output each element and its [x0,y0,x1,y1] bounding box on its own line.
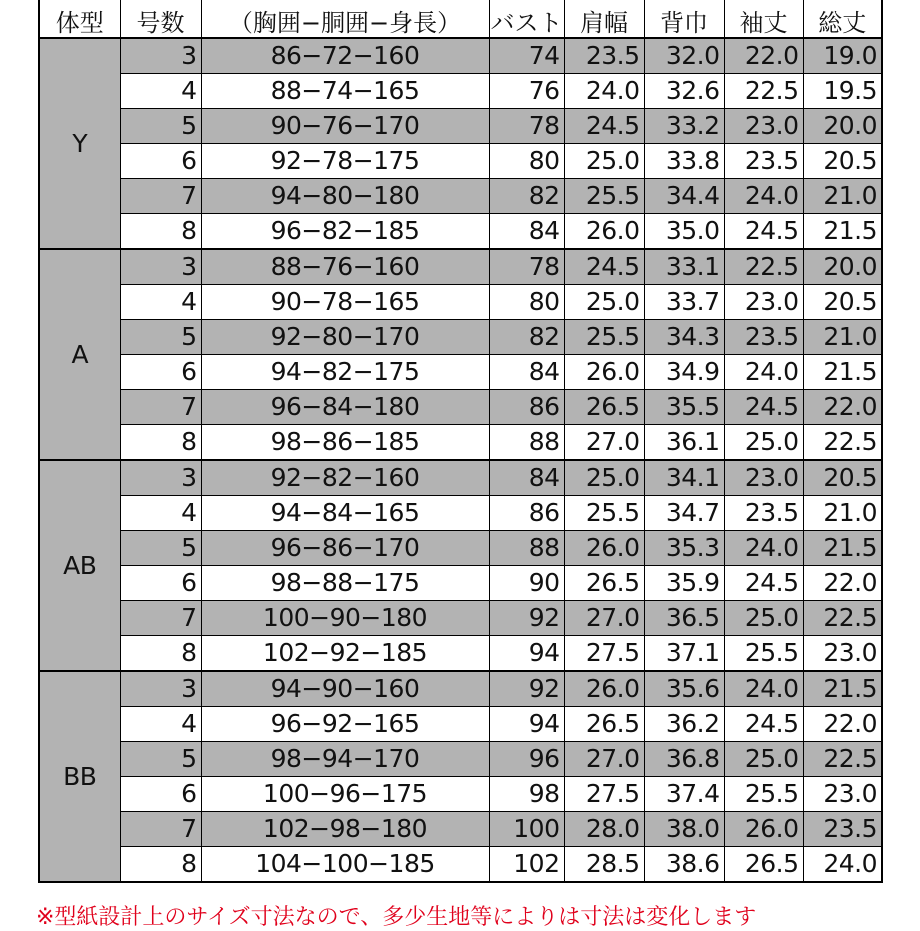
table-row [39,425,882,461]
sleeve-length-cell: 25.0 [724,425,803,461]
shoulder-width-cell: 27.0 [564,601,644,636]
table-row [39,285,882,320]
table-row [39,179,882,214]
bust-cell: 88 [489,425,564,461]
size-number-cell: 3 [120,38,201,74]
shoulder-width-cell: 23.5 [564,38,644,74]
size-number-cell: 8 [120,425,201,461]
back-width-cell: 36.8 [644,742,724,777]
sleeve-length-cell: 24.0 [724,531,803,566]
bust-cell: 86 [489,496,564,531]
measurements-cell: 88−74−165 [201,74,489,109]
total-length-cell: 22.0 [803,707,882,742]
total-length-cell: 22.5 [803,601,882,636]
size-number-cell: 3 [120,249,201,285]
back-width-cell: 33.8 [644,144,724,179]
total-length-cell: 21.5 [803,355,882,390]
bust-cell: 84 [489,355,564,390]
sleeve-length-cell: 26.5 [724,847,803,883]
size-number-cell: 7 [120,179,201,214]
total-length-cell: 22.0 [803,566,882,601]
sleeve-length-cell: 24.0 [724,671,803,707]
total-length-cell: 19.5 [803,74,882,109]
size-number-cell: 8 [120,214,201,250]
total-length-cell: 20.5 [803,144,882,179]
size-number-cell: 7 [120,601,201,636]
header-row [39,0,882,38]
header-shoulder-width: 肩幅 [564,0,644,38]
total-length-cell: 21.5 [803,671,882,707]
shoulder-width-cell: 26.0 [564,355,644,390]
measurements-cell: 100−96−175 [201,777,489,812]
total-length-cell: 22.5 [803,425,882,461]
sleeve-length-cell: 23.5 [724,320,803,355]
total-length-cell: 19.0 [803,38,882,74]
sleeve-length-cell: 23.5 [724,144,803,179]
size-number-cell: 5 [120,742,201,777]
measurements-cell: 92−80−170 [201,320,489,355]
size-number-cell: 7 [120,390,201,425]
total-length-cell: 21.5 [803,531,882,566]
table-row [39,707,882,742]
back-width-cell: 37.4 [644,777,724,812]
table-row [39,531,882,566]
body-type-cell: A [39,249,120,460]
back-width-cell: 35.9 [644,566,724,601]
total-length-cell: 21.0 [803,496,882,531]
sleeve-length-cell: 25.0 [724,601,803,636]
header-bust: バスト [489,0,564,38]
table-row [39,249,882,285]
shoulder-width-cell: 28.0 [564,812,644,847]
header-total-length: 総丈 [803,0,882,38]
back-width-cell: 33.1 [644,249,724,285]
measurements-cell: 96−82−185 [201,214,489,250]
back-width-cell: 35.3 [644,531,724,566]
bust-cell: 92 [489,671,564,707]
header-back-width: 背巾 [644,0,724,38]
total-length-cell: 23.0 [803,636,882,672]
total-length-cell: 24.0 [803,847,882,883]
total-length-cell: 23.0 [803,777,882,812]
header-size-number: 号数 [120,0,201,38]
measurements-cell: 104−100−185 [201,847,489,883]
size-number-cell: 8 [120,636,201,672]
table-row [39,460,882,496]
body-type-cell: BB [39,671,120,882]
shoulder-width-cell: 25.0 [564,144,644,179]
shoulder-width-cell: 25.0 [564,285,644,320]
sleeve-length-cell: 24.5 [724,707,803,742]
bust-cell: 92 [489,601,564,636]
bust-cell: 88 [489,531,564,566]
shoulder-width-cell: 24.0 [564,74,644,109]
shoulder-width-cell: 25.5 [564,320,644,355]
back-width-cell: 34.4 [644,179,724,214]
table-row [39,355,882,390]
bust-cell: 82 [489,179,564,214]
table-row [39,109,882,144]
body-type-cell: Y [39,38,120,249]
shoulder-width-cell: 26.0 [564,671,644,707]
back-width-cell: 38.6 [644,847,724,883]
table-row [39,742,882,777]
back-width-cell: 36.1 [644,425,724,461]
bust-cell: 78 [489,249,564,285]
total-length-cell: 20.5 [803,460,882,496]
bust-cell: 80 [489,285,564,320]
back-width-cell: 35.5 [644,390,724,425]
table-row [39,390,882,425]
back-width-cell: 33.7 [644,285,724,320]
measurements-cell: 90−76−170 [201,109,489,144]
table-row [39,74,882,109]
sleeve-length-cell: 24.5 [724,566,803,601]
measurements-cell: 102−92−185 [201,636,489,672]
bust-cell: 90 [489,566,564,601]
bust-cell: 94 [489,707,564,742]
shoulder-width-cell: 25.0 [564,460,644,496]
table-row [39,847,882,883]
bust-cell: 96 [489,742,564,777]
size-number-cell: 5 [120,531,201,566]
measurements-cell: 96−86−170 [201,531,489,566]
back-width-cell: 32.6 [644,74,724,109]
total-length-cell: 23.5 [803,812,882,847]
shoulder-width-cell: 26.5 [564,707,644,742]
shoulder-width-cell: 26.0 [564,531,644,566]
size-number-cell: 7 [120,812,201,847]
bust-cell: 78 [489,109,564,144]
total-length-cell: 22.5 [803,742,882,777]
sleeve-length-cell: 23.0 [724,460,803,496]
sleeve-length-cell: 22.5 [724,74,803,109]
shoulder-width-cell: 26.5 [564,566,644,601]
sleeve-length-cell: 25.0 [724,742,803,777]
total-length-cell: 21.0 [803,320,882,355]
shoulder-width-cell: 27.0 [564,742,644,777]
sleeve-length-cell: 22.0 [724,38,803,74]
sleeve-length-cell: 25.5 [724,636,803,672]
size-number-cell: 4 [120,707,201,742]
measurements-cell: 86−72−160 [201,38,489,74]
bust-cell: 74 [489,38,564,74]
table-row [39,320,882,355]
sleeve-length-cell: 23.5 [724,496,803,531]
shoulder-width-cell: 25.5 [564,496,644,531]
size-number-cell: 4 [120,496,201,531]
bust-cell: 94 [489,636,564,672]
bust-cell: 80 [489,144,564,179]
table-row [39,144,882,179]
measurements-cell: 100−90−180 [201,601,489,636]
size-number-cell: 6 [120,355,201,390]
size-number-cell: 6 [120,566,201,601]
table-row [39,38,882,74]
sleeve-length-cell: 24.0 [724,355,803,390]
sleeve-length-cell: 23.0 [724,285,803,320]
sleeve-length-cell: 26.0 [724,812,803,847]
measurements-cell: 96−84−180 [201,390,489,425]
total-length-cell: 20.0 [803,249,882,285]
table-row [39,496,882,531]
sleeve-length-cell: 23.0 [724,109,803,144]
total-length-cell: 21.5 [803,214,882,250]
size-number-cell: 8 [120,847,201,883]
table-row [39,566,882,601]
back-width-cell: 34.7 [644,496,724,531]
bust-cell: 82 [489,320,564,355]
back-width-cell: 37.1 [644,636,724,672]
back-width-cell: 38.0 [644,812,724,847]
measurements-cell: 92−78−175 [201,144,489,179]
total-length-cell: 20.5 [803,285,882,320]
back-width-cell: 36.2 [644,707,724,742]
bust-cell: 84 [489,460,564,496]
sleeve-length-cell: 24.0 [724,179,803,214]
size-number-cell: 3 [120,671,201,707]
measurements-cell: 90−78−165 [201,285,489,320]
measurements-cell: 98−88−175 [201,566,489,601]
header-sleeve-length: 袖丈 [724,0,803,38]
back-width-cell: 34.9 [644,355,724,390]
measurements-cell: 98−94−170 [201,742,489,777]
table-row [39,671,882,707]
size-number-cell: 5 [120,320,201,355]
bust-cell: 84 [489,214,564,250]
measurements-cell: 92−82−160 [201,460,489,496]
shoulder-width-cell: 27.5 [564,777,644,812]
sleeve-length-cell: 22.5 [724,249,803,285]
sleeve-length-cell: 24.5 [724,390,803,425]
back-width-cell: 34.1 [644,460,724,496]
shoulder-width-cell: 24.5 [564,249,644,285]
measurements-cell: 94−80−180 [201,179,489,214]
shoulder-width-cell: 26.5 [564,390,644,425]
shoulder-width-cell: 25.5 [564,179,644,214]
size-table-body [39,38,882,882]
back-width-cell: 33.2 [644,109,724,144]
back-width-cell: 35.0 [644,214,724,250]
size-number-cell: 4 [120,74,201,109]
measurements-cell: 98−86−185 [201,425,489,461]
back-width-cell: 34.3 [644,320,724,355]
total-length-cell: 20.0 [803,109,882,144]
measurements-cell: 94−82−175 [201,355,489,390]
shoulder-width-cell: 26.0 [564,214,644,250]
table-row [39,636,882,672]
back-width-cell: 35.6 [644,671,724,707]
size-number-cell: 3 [120,460,201,496]
size-number-cell: 5 [120,109,201,144]
size-chart-table [38,0,883,883]
size-number-cell: 6 [120,144,201,179]
total-length-cell: 22.0 [803,390,882,425]
footnote: ※型紙設計上のサイズ寸法なので、多少生地等によりは寸法は変化します [36,905,757,930]
body-type-cell: AB [39,460,120,671]
bust-cell: 102 [489,847,564,883]
sleeve-length-cell: 24.5 [724,214,803,250]
shoulder-width-cell: 27.0 [564,425,644,461]
table-row [39,601,882,636]
total-length-cell: 21.0 [803,179,882,214]
table-row [39,777,882,812]
measurements-cell: 102−98−180 [201,812,489,847]
shoulder-width-cell: 27.5 [564,636,644,672]
bust-cell: 98 [489,777,564,812]
shoulder-width-cell: 24.5 [564,109,644,144]
measurements-cell: 88−76−160 [201,249,489,285]
header-body-type: 体型 [39,0,120,38]
size-number-cell: 6 [120,777,201,812]
back-width-cell: 32.0 [644,38,724,74]
bust-cell: 86 [489,390,564,425]
measurements-cell: 94−90−160 [201,671,489,707]
measurements-cell: 94−84−165 [201,496,489,531]
measurements-cell: 96−92−165 [201,707,489,742]
shoulder-width-cell: 28.5 [564,847,644,883]
back-width-cell: 36.5 [644,601,724,636]
sleeve-length-cell: 25.5 [724,777,803,812]
table-row [39,812,882,847]
bust-cell: 100 [489,812,564,847]
header-measurements: （胸囲−胴囲−身長） [201,0,489,38]
table-row [39,214,882,250]
bust-cell: 76 [489,74,564,109]
size-number-cell: 4 [120,285,201,320]
